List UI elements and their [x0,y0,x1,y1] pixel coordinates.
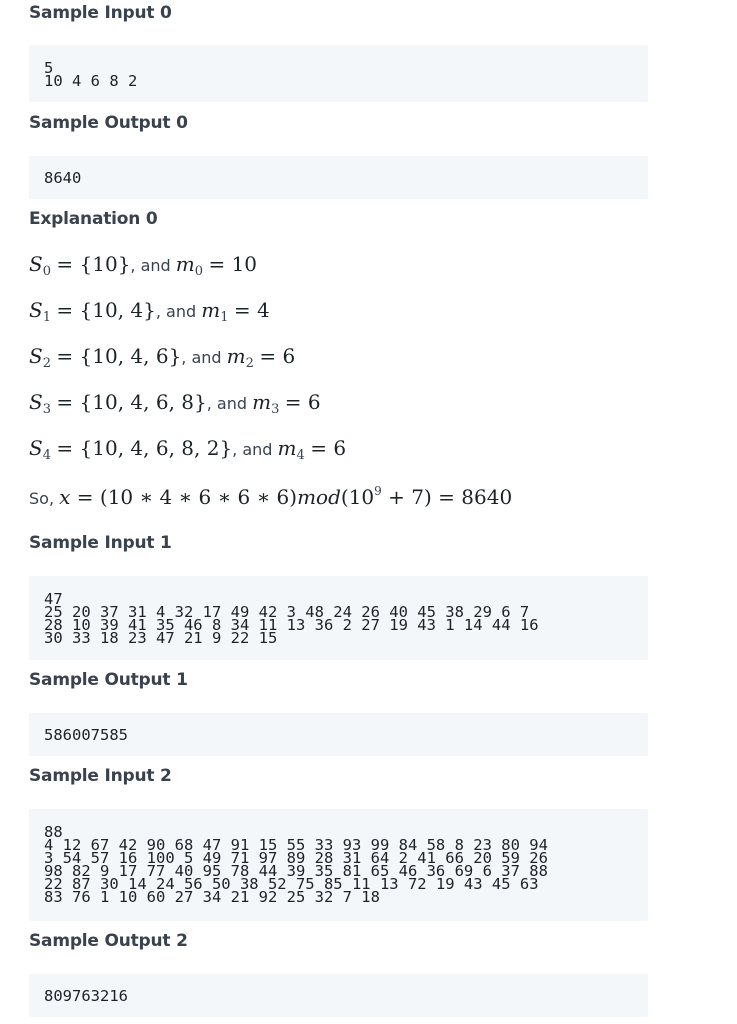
sample-output-1-box [29,713,648,756]
code-line: 5 [44,59,54,77]
sample-input-2-code [44,823,648,906]
code-line: 83 76 1 10 60 27 34 21 92 25 32 7 18 [44,888,380,906]
explanation-set-line: $S_4 = \{10$, 4, 6, 8, 2}, and $m_4 = 6$ [29,436,347,463]
code-line: 88 [44,823,63,841]
explanation-set-line: $S_2 = \{10$, 4, 6}, and $m_2 = 6$ [29,344,296,371]
sample-input-2-heading: Sample Input 2 [29,766,172,786]
code-line: 10 4 6 8 2 [44,72,138,90]
sample-output-2-box [29,974,648,1017]
sample-input-1-box [29,576,648,660]
code-line: 98 82 9 17 77 40 95 78 44 39 35 81 65 46 36 69 6 37 88 [44,862,548,880]
sample-output-2-heading: Sample Output 2 [29,931,188,951]
explanation-set-line: $S_3 = \{10$, 4, 6, 8}, and $m_3 = 6$ [29,390,321,417]
code-line: 4 12 67 42 90 68 47 91 15 55 33 93 99 84 58 8 23 80 94 [44,836,548,854]
explanation-result-line: So, x = (10 ∗ 4 ∗ 6 ∗ 6 ∗ $6)mod(10^9 + 7) = 8640$ [29,484,513,509]
code-line: 47 [44,590,63,608]
explanation-set-line: $S_1 = \{10$, 4}, and $m_1 = 4$ [29,298,270,325]
sample-output-2-code: 809763216 [44,987,128,1005]
sample-output-0-box [29,156,648,199]
sample-output-0-code: 8640 [44,169,82,187]
code-line: 25 20 37 31 4 32 17 49 42 3 48 24 26 40 45 38 29 6 7 [44,603,530,621]
sample-output-0-heading: Sample Output 0 [29,113,188,133]
sample-input-0-heading: Sample Input 0 [29,3,172,23]
code-line: 28 10 39 41 35 46 8 34 11 13 36 2 27 19 43 1 14 44 16 [44,616,539,634]
sample-input-1-code [44,590,648,647]
code-line: 22 87 30 14 24 56 50 38 52 75 85 11 13 72 19 43 45 63 [44,875,539,893]
sample-input-2-box [29,809,648,921]
sample-input-0-box [29,45,648,102]
explanation-set-line: $S_0 = \{10\}$, and $m_0 = 10$ [29,252,258,279]
explanation-0-heading: Explanation 0 [29,209,158,229]
sample-input-1-heading: Sample Input 1 [29,533,172,553]
sample-output-1-code: 586007585 [44,726,128,744]
sample-input-0-code [44,59,648,90]
code-line: 30 33 18 23 47 21 9 22 15 [44,629,278,647]
sample-output-1-heading: Sample Output 1 [29,670,188,690]
code-line: 3 54 57 16 100 5 49 71 97 89 28 31 64 2 41 66 20 59 26 [44,849,548,867]
